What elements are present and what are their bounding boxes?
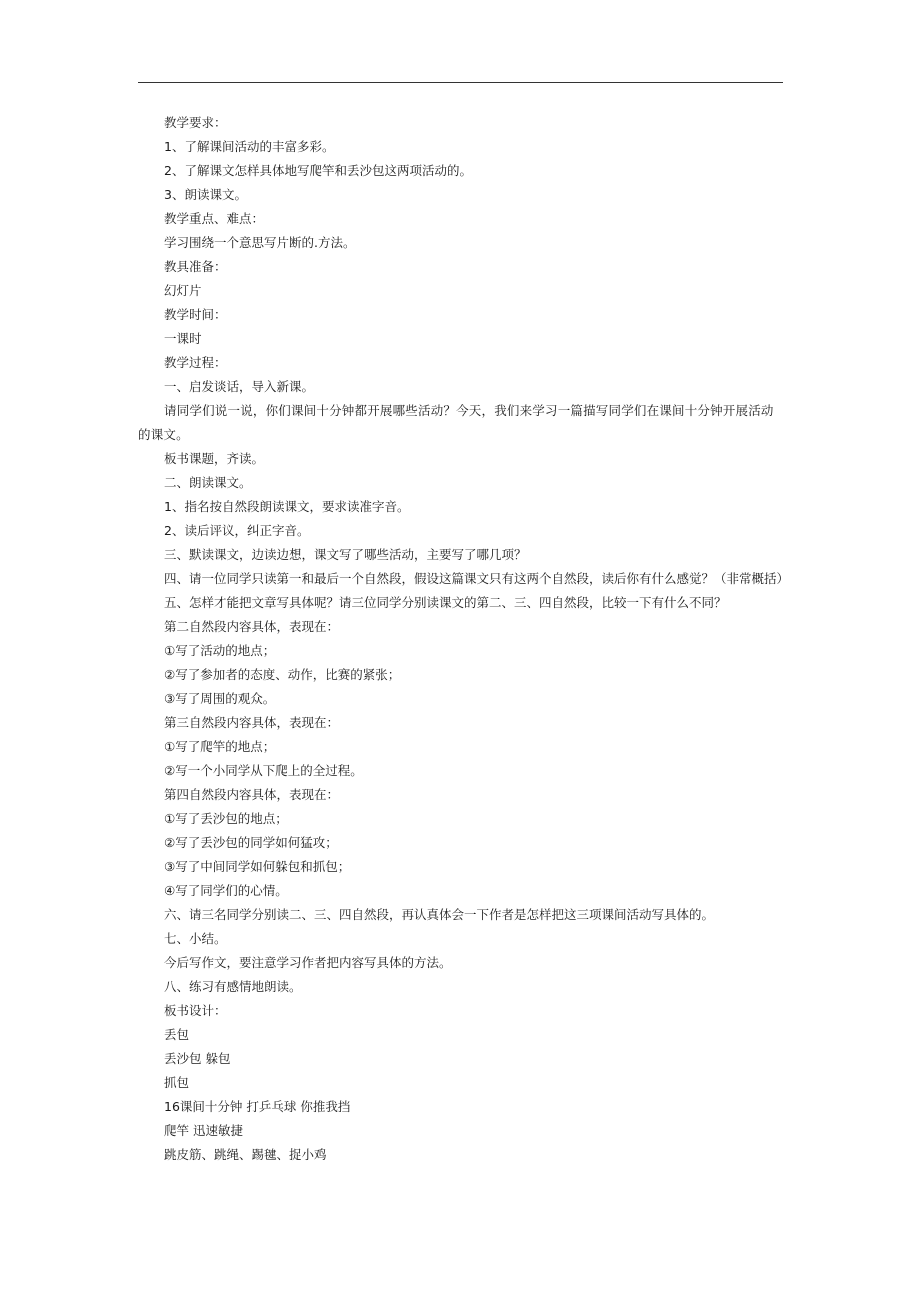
text-line: 第三自然段内容具体，表现在： <box>164 715 340 730</box>
text-line: 三、默读课文，边读边想，课文写了哪些活动，主要写了哪几项？ <box>164 547 527 562</box>
text-line: 丢沙包 躲包 <box>164 1051 231 1066</box>
text-line: 教学时间： <box>164 307 227 322</box>
text-line: 爬竿 迅速敏捷 <box>164 1123 243 1138</box>
text-line: 1、了解课间活动的丰富多彩。 <box>164 139 335 154</box>
text-line: 四、请一位同学只读第一和最后一个自然段，假设这篇课文只有这两个自然段，读后你有什么感觉？（非常概括） <box>164 571 790 586</box>
text-line: 六、请三名同学分别读二、三、四自然段，再认真体会一下作者是怎样把这三项课间活动写具体的。 <box>164 907 715 922</box>
text-line: 第四自然段内容具体，表现在： <box>164 787 340 802</box>
text-line: 抓包 <box>164 1075 190 1090</box>
text-line: ①写了活动的地点； <box>164 643 276 658</box>
text-line: ②写了参加者的态度、动作，比赛的紧张； <box>164 667 401 682</box>
text-line: 教具准备： <box>164 259 227 274</box>
text-line: 今后写作文，要注意学习作者把内容写具体的方法。 <box>164 955 452 970</box>
text-line: ①写了丢沙包的地点； <box>164 811 288 826</box>
text-line: 八、练习有感情地朗读。 <box>164 979 302 994</box>
header-rule <box>138 82 783 83</box>
text-line: 跳皮筋、跳绳、踢毽、捉小鸡 <box>164 1147 327 1162</box>
text-line: 板书设计： <box>164 1003 227 1018</box>
text-line: 学习围绕一个意思写片断的.方法。 <box>164 235 356 250</box>
text-line: 幻灯片 <box>164 283 202 298</box>
text-line: 五、怎样才能把文章写具体呢？请三位同学分别读课文的第二、三、四自然段，比较一下有什么不同？ <box>164 595 727 610</box>
text-line: 3、朗读课文。 <box>164 187 247 202</box>
text-line: 板书课题，齐读。 <box>164 451 265 466</box>
text-line: 教学重点、难点： <box>164 211 265 226</box>
text-line: 2、了解课文怎样具体地写爬竿和丢沙包这两项活动的。 <box>164 163 472 178</box>
text-paragraph: 请同学们说一说，你们课间十分钟都开展哪些活动？今天，我们来学习一篇描写同学们在课间十分钟开展活动的课文。 <box>138 403 774 442</box>
text-line: ③写了中间同学如何躲包和抓包； <box>164 859 351 874</box>
document-body <box>138 111 790 1167</box>
text-line: ②写了丢沙包的同学如何猛攻； <box>164 835 338 850</box>
text-line: 2、读后评议，纠正字音。 <box>164 523 310 538</box>
text-line: ②写一个小同学从下爬上的全过程。 <box>164 763 363 778</box>
text-line: 教学要求： <box>164 115 227 130</box>
text-line: ①写了爬竿的地点； <box>164 739 276 754</box>
text-line: 教学过程： <box>164 355 227 370</box>
text-line: ③写了周围的观众。 <box>164 691 276 706</box>
text-line: 1、指名按自然段朗读课文，要求读准字音。 <box>164 499 410 514</box>
text-line: 二、朗读课文。 <box>164 475 252 490</box>
text-line: ④写了同学们的心情。 <box>164 883 288 898</box>
text-line: 一、启发谈话，导入新课。 <box>164 379 315 394</box>
text-line: 一课时 <box>164 331 202 346</box>
text-line: 第二自然段内容具体，表现在： <box>164 619 340 634</box>
text-line: 七、小结。 <box>164 931 227 946</box>
text-line: 丢包 <box>164 1027 190 1042</box>
text-line: 16课间十分钟 打乒乓球 你推我挡 <box>164 1099 351 1114</box>
